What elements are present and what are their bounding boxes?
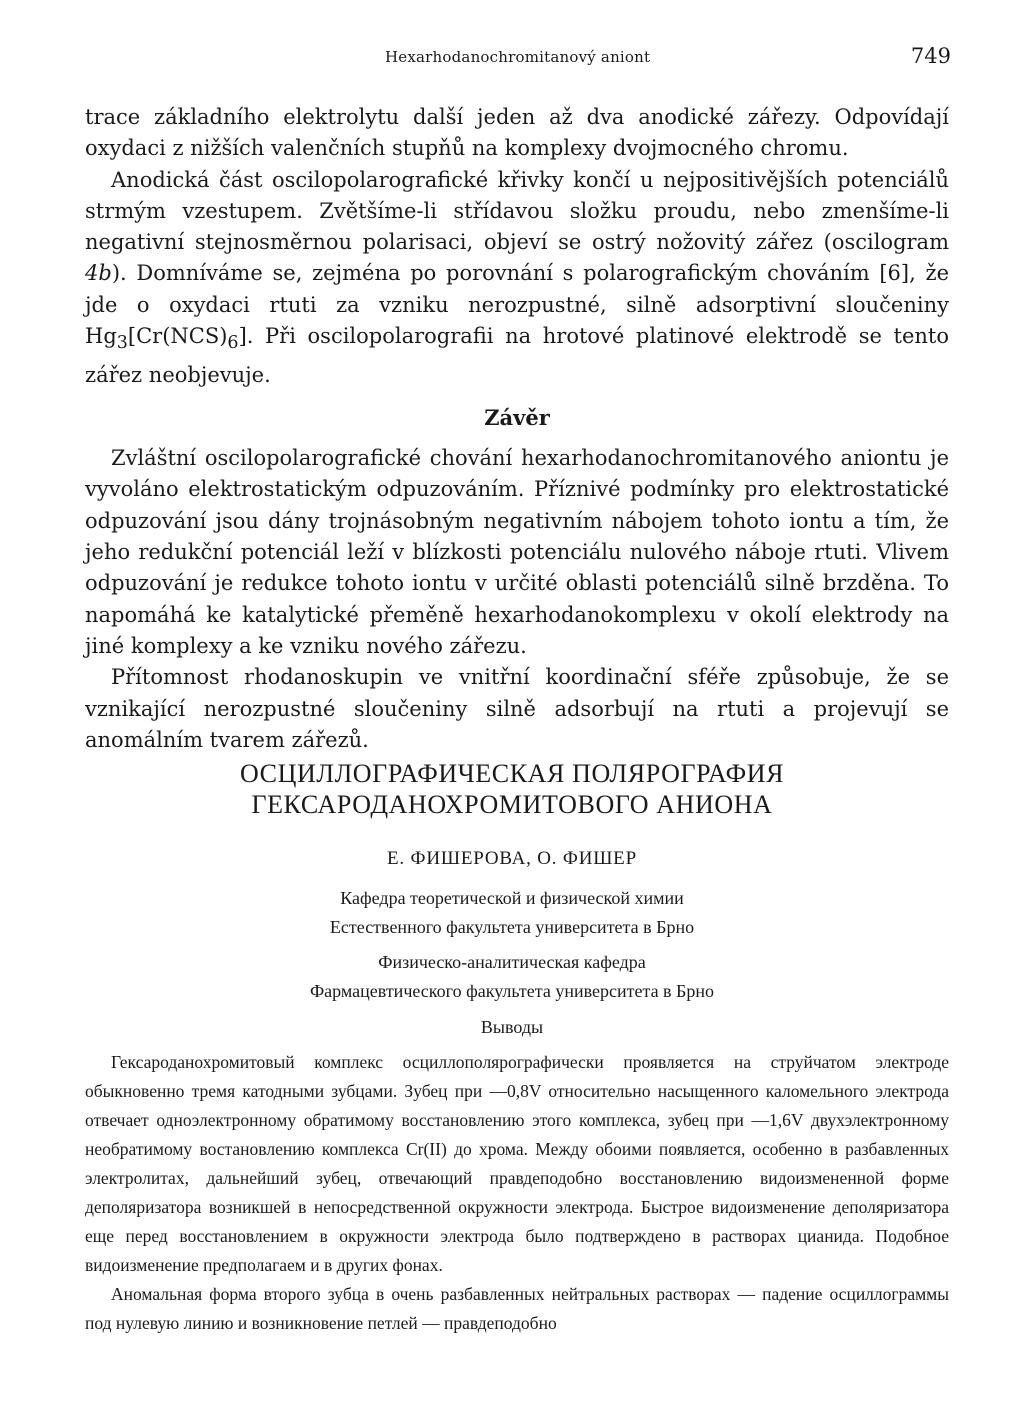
running-head: Hexarhodanochromitanový aniont (385, 48, 651, 66)
subscript-6: 6 (227, 333, 239, 354)
russian-title-line-1: ОСЦИЛЛОГРАФИЧЕСКАЯ ПОЛЯРОГРАФИЯ (239, 759, 785, 788)
conclusion-paragraph-1: Zvláštní oscilopolarografické chování hexarhodanochromitanového aniontu je vyvoláno elektrostatickým odpuzováním. Příznivé podmínky pro elektrostatické odpuzování jsou dány trojnásobným negativním nábojem tohoto iontu a tím, že jeho redukční potenciál leží v blízkosti potenciálu nulového náboje rtuti. Vlivem odpuzování je redukce tohoto iontu v určité oblasti potenciálů silně brzděna. To napomáhá ke katalytické přeměně hexarhodanokomplexu v okolí elektrody na jiné komplexy a ke vzniku nového zářezu. (85, 446, 949, 658)
russian-paragraph-2: Аномальная форма второго зубца в очень разбавленных нейтральных растворах — падение осциллограммы под нулевую линию и возникновение петлей — правдеподобно (85, 1284, 949, 1333)
subscript-3: 3 (116, 333, 128, 354)
page-number: 749 (910, 44, 951, 68)
affiliation-1 (0, 884, 1024, 942)
russian-title (0, 758, 1024, 820)
figure-reference: 4b (85, 261, 112, 286)
conclusion-paragraph-2: Přítomnost rhodanoskupin ve vnitřní koordinační sféře způsobuje, že se vznikající nerozpustné sloučeniny silně adsorbují na rtuti a projevují se anomálním tvarem zářezů. (85, 665, 949, 752)
czech-paragraph-2-text-a: Anodická část oscilopolarografické křivky končí u nejpositivějších potenciálů strmým vzestupem. Zvětšíme-li střídavou složku proudu, nebo zmenšíme-li negativní stejnosměrnou polarisaci, objeví se ostrý nožovitý zářez (oscilogram (85, 167, 949, 255)
russian-conclusions-heading: Выводы (480, 1017, 544, 1037)
conclusion-heading: Závěr (484, 404, 550, 430)
czech-paragraph-2-text-c: [Cr(NCS) (127, 324, 228, 349)
affiliation-2 (0, 948, 1024, 1006)
affiliation-2-line-1: Физическо-аналитическая кафедра (378, 952, 646, 972)
affiliation-1-line-1: Кафедра теоретической и физической химии (340, 888, 684, 908)
czech-paragraph-2-text-b: ). Domníváme se, zejména po porovnání s polarografickým chováním [6], že jde o oxydaci rtuti za vzniku nerozpustné, silně adsorptivní sloučeniny Hg (85, 261, 949, 349)
affiliations (0, 884, 1024, 1012)
czech-paragraph-1: trace základního elektrolytu další jeden až dva anodické zářezy. Odpovídají oxydaci z nižších valenčních stupňů na komplexy dvojmocného chromu. (85, 105, 949, 161)
czech-text-block (85, 102, 949, 756)
russian-paragraph-1: Гексароданохромитовый комплекс осциллополярографически проявляется на струйчатом электроде обыкновенно тремя катодными зубцами. Зубец при —0,8V относительно насыщенного каломельного электрода отвечает одноэлектронному обратимому восстановлению этого комплекса, зубец при —1,6V двухэлектронному необратимому востановлению комплекса Cr(II) до хрома. Между обоими появляется, особенно в разбавленных электролитах, дальнейший зубец, отвечающий правдеподобно восстановлению видоизмененной форме деполяризатора возникшей в непосредственной окружности электрода. Быстрое видоизменение деполяризатора еще перед восстановлением в окружности электрода было подтверждено в растворах цианида. Подобное видоизменение предполагаем и в других фонах. (85, 1052, 949, 1275)
affiliation-1-line-2: Естественного факультета университета в Брно (329, 917, 695, 937)
russian-text-block (85, 1048, 949, 1338)
russian-title-line-2: ГЕКСАРОДАНОХРОМИТОВОГО АНИОНА (251, 790, 773, 819)
czech-paragraph-2-text-d: ]. Při oscilopolarografii na hrotové platinové elektrodě se tento zářez neobjevuje. (85, 324, 949, 387)
affiliation-2-line-2: Фармацевтического факультета университета в Брно (309, 981, 715, 1001)
czech-paragraph-2 (85, 165, 949, 391)
authors: Е. ФИШЕРОВА, О. ФИШЕР (387, 848, 637, 869)
